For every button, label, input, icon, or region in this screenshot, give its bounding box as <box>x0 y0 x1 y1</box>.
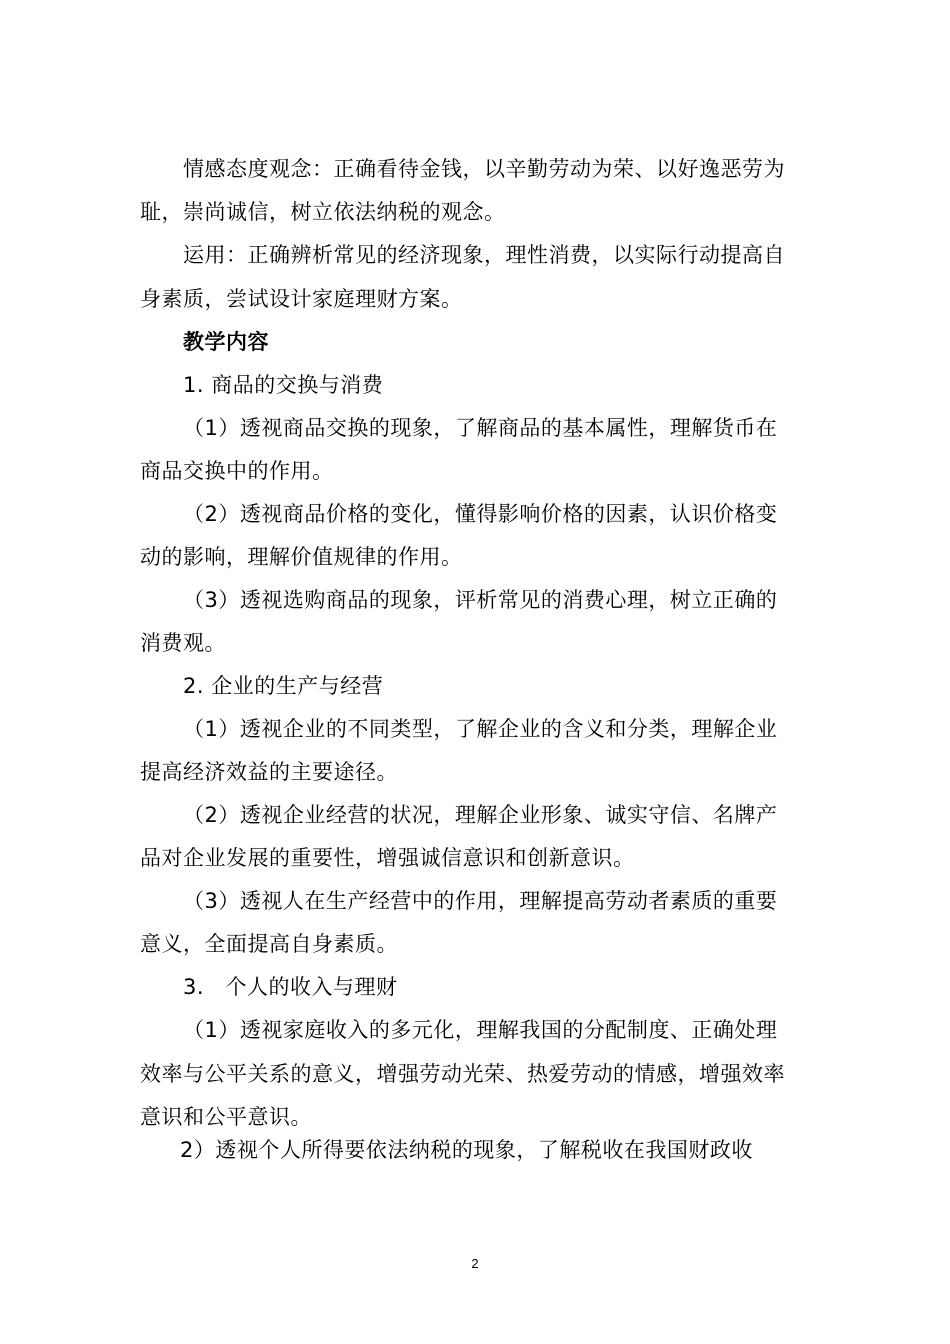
paragraph-line: （1）透视家庭收入的多元化，理解我国的分配制度、正确处理 <box>183 1018 778 1042</box>
paragraph-line: 情感态度观念：正确看待金钱，以辛勤劳动为荣、以好逸恶劳为 <box>183 157 785 181</box>
subsection-heading: 3. 个人的收入与理财 <box>183 975 398 999</box>
paragraph-line: （1）透视企业的不同类型，了解企业的含义和分类，理解企业 <box>183 717 778 741</box>
paragraph-line: 耻，崇尚诚信，树立依法纳税的观念。 <box>140 200 506 224</box>
paragraph-line: 商品交换中的作用。 <box>140 459 334 483</box>
paragraph-line: （3）透视选购商品的现象，评析常见的消费心理，树立正确的 <box>183 588 778 612</box>
paragraph-line: 品对企业发展的重要性，增强诚信意识和创新意识。 <box>140 846 635 870</box>
paragraph-line: （3）透视人在生产经营中的作用，理解提高劳动者素质的重要 <box>183 889 778 913</box>
paragraph-line: （2）透视企业经营的状况，理解企业形象、诚实守信、名牌产 <box>183 803 778 827</box>
paragraph-line: （2）透视商品价格的变化，懂得影响价格的因素，认识价格变 <box>183 502 778 526</box>
subsection-heading: 2. 企业的生产与经营 <box>183 674 384 698</box>
paragraph-line: 消费观。 <box>140 631 226 655</box>
paragraph-line: 动的影响，理解价值规律的作用。 <box>140 545 463 569</box>
paragraph-line: 提高经济效益的主要途径。 <box>140 760 398 784</box>
paragraph-line: 意义，全面提高自身素质。 <box>140 932 398 956</box>
section-heading: 教学内容 <box>183 330 269 354</box>
paragraph-line: 2）透视个人所得要依法纳税的现象，了解税收在我国财政收 <box>180 1138 753 1162</box>
paragraph-line: 意识和公平意识。 <box>140 1105 312 1129</box>
page-number: 2 <box>471 1256 479 1271</box>
paragraph-line: （1）透视商品交换的现象，了解商品的基本属性，理解货币在 <box>183 416 778 440</box>
subsection-heading: 1. 商品的交换与消费 <box>183 373 384 397</box>
paragraph-line: 身素质，尝试设计家庭理财方案。 <box>140 287 463 311</box>
paragraph-line: 运用：正确辨析常见的经济现象，理性消费，以实际行动提高自 <box>183 243 785 267</box>
paragraph-line: 效率与公平关系的意义，增强劳动光荣、热爱劳动的情感，增强效率 <box>140 1062 785 1086</box>
